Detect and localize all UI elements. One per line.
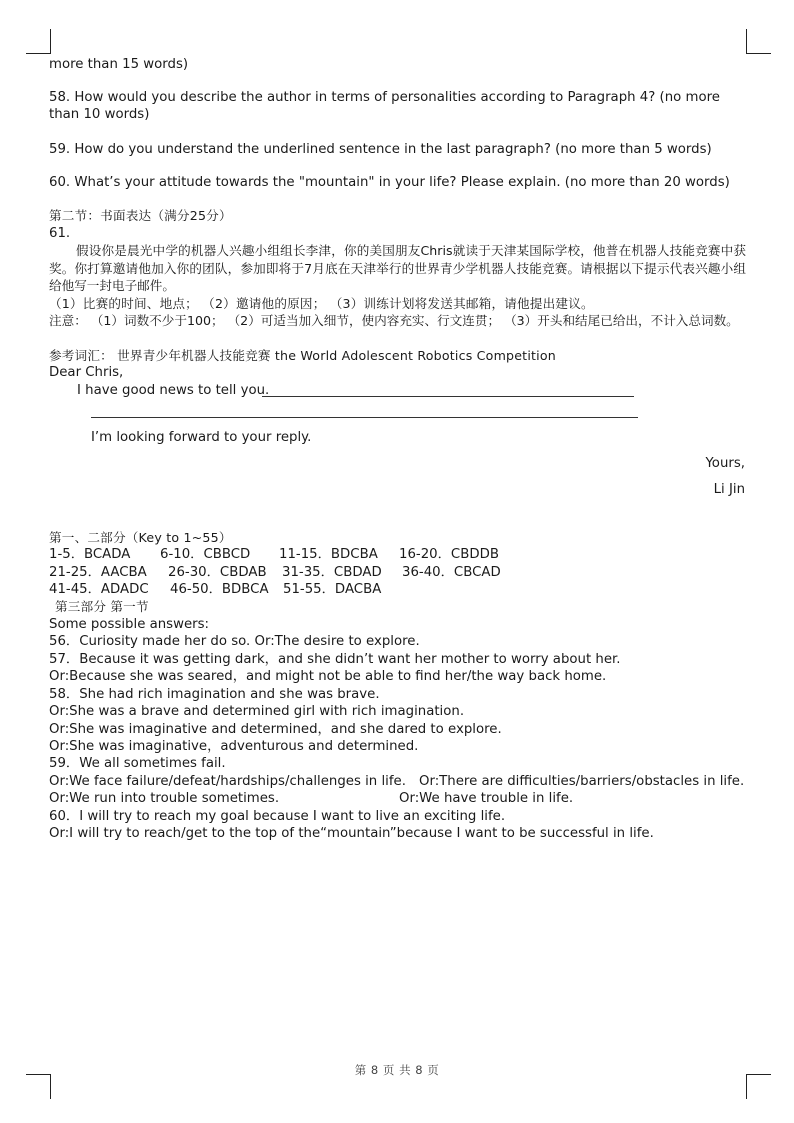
question-58: 58. How would you describe the author in terms of personalities according to Paragraph 4? (no more than 10 words) (49, 90, 720, 122)
key-cell: 46-50．BDBCA (170, 582, 269, 597)
letter-closing-line: I’m looking forward to your reply. (91, 430, 312, 445)
writing-section-title: 第二节：书面表达（满分25分） (49, 208, 232, 223)
answer-line-text: 58．She had rich imagination and she was brave. (49, 687, 380, 702)
writing-points: （1）比赛的时间、地点； （2）邀请他的原因； （3）训练计划将发送其邮箱，请他提出建议。 (49, 296, 594, 311)
key-cell: 36-40．CBCAD (402, 565, 501, 580)
page-number: 第 8 页 共 8 页 (354, 1063, 440, 1077)
crop-mark-top-left (26, 29, 51, 54)
part-three-title: 第三部分 第一节 (55, 599, 149, 614)
key-cell: 6-10．CBBCD (160, 547, 251, 562)
answer-line-text: 56．Curiosity made her do so. Or:The desire to explore. (49, 634, 420, 649)
answer-line (91, 417, 638, 418)
answer-line-text: Or:We run into trouble sometimes. (49, 791, 280, 806)
reference-vocabulary: 参考词汇： 世界青少年机器人技能竞赛 the World Adolescent Robotics Competition (49, 348, 556, 363)
answer-key-title: 第一、二部分（Key to 1~55） (49, 530, 232, 545)
possible-answers-label: Some possible answers: (49, 617, 210, 632)
letter-signature: Li Jin (713, 482, 745, 497)
writing-notes: 注意： （1）词数不少于100； （2）可适当加入细节，使内容充实、行文连贯； （3）开头和结尾已给出，不计入总词数。 (49, 313, 739, 328)
answer-line-text: Or:We have trouble in life. (399, 791, 574, 806)
answer-line-text: Or:She was imaginative and determined，and she dared to explore. (49, 722, 502, 737)
crop-mark-top-right (746, 29, 771, 54)
answer-line-text: Or:I will try to reach/get to the top of the“mountain”because I want to be successful in life. (49, 826, 654, 841)
answer-line-text: Or:She was a brave and determined girl with rich imagination. (49, 704, 465, 719)
key-cell: 51-55．DACBA (283, 582, 382, 597)
question-61-number: 61. (49, 226, 71, 241)
key-cell: 41-45．ADADC (49, 582, 149, 597)
key-cell: 31-35．CBDAD (282, 565, 382, 580)
answer-line-text: 57．Because it was getting dark，and she didn’t want her mother to worry about her. (49, 652, 621, 667)
key-cell: 11-15．BDCBA (279, 547, 378, 562)
question-59: 59. How do you understand the underlined sentence in the last paragraph? (no more than 5 words) (49, 142, 712, 157)
letter-sign-off: Yours, (705, 456, 745, 471)
key-cell: 26-30．CBDAB (168, 565, 267, 580)
letter-greeting: Dear Chris, (49, 365, 124, 380)
key-cell: 1-5．BCADA (49, 547, 131, 562)
question-57-tail: more than 15 words) (49, 57, 189, 72)
key-cell: 16-20．CBDDB (399, 547, 499, 562)
answer-line-text: Or:She was imaginative，adventurous and determined. (49, 739, 419, 754)
letter-opening: I have good news to tell you. (77, 383, 270, 398)
key-cell: 21-25．AACBA (49, 565, 147, 580)
writing-prompt: 假设你是晨光中学的机器人兴趣小组组长李津，你的美国朋友Chris就读于天津某国际学校，他普在机器人技能竞赛中获奖。你打算邀请他加入你的团队，参加即将于7月底在天津举行的世界青少学机器人技能竞赛。请根据以下提示代表兴趣小组给他写一封电子邮件。 (49, 243, 746, 293)
question-60: 60. What’s your attitude towards the "mountain" in your life? Please explain. (no more than 20 words) (49, 175, 730, 190)
answer-line-text: Or:Because she was seared，and might not be able to find her/the way back home. (49, 669, 607, 684)
answer-line-text: Or:We face failure/defeat/hardships/challenges in life. (49, 774, 406, 789)
answer-line-text: Or:There are difficulties/barriers/obstacles in life. (419, 774, 745, 789)
answer-line-text: 59．We all sometimes fail. (49, 756, 226, 771)
answer-line (262, 396, 634, 397)
answer-line-text: 60．I will try to reach my goal because I want to live an exciting life. (49, 809, 506, 824)
